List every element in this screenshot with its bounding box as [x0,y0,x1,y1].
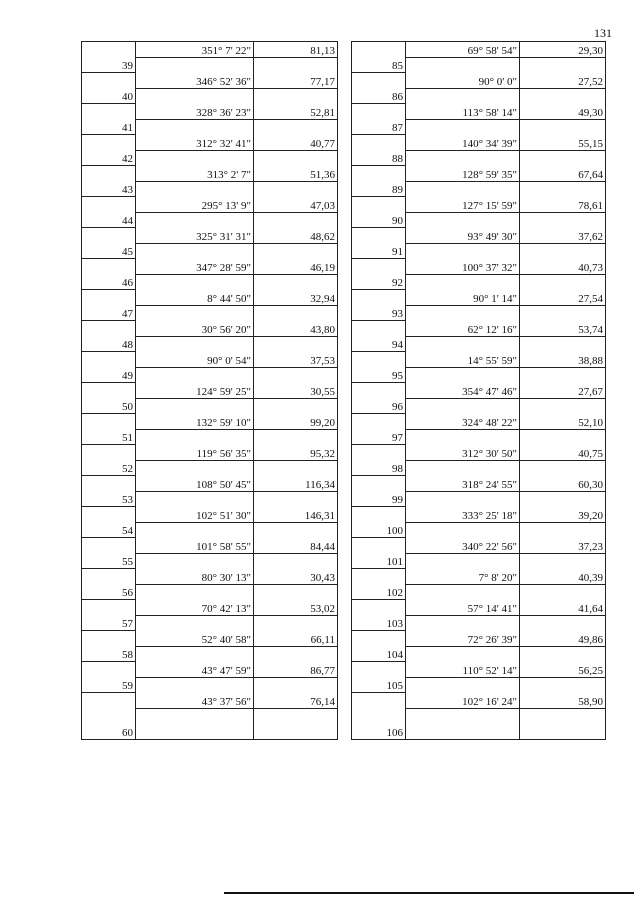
point-number: 104 [352,631,406,662]
point-number: 46 [82,259,136,290]
distance-value: 67,64 [520,150,606,181]
bearing-angle: 346° 52' 36" [136,57,254,88]
point-number: 40 [82,73,136,104]
point-number: 39 [82,42,136,73]
point-number: 95 [352,352,406,383]
bearing-angle: 119° 56' 35" [136,429,254,460]
bearing-angle: 90° 0' 0" [406,57,520,88]
page-number: 131 [594,26,612,40]
point-number: 54 [82,507,136,538]
point-number: 42 [82,135,136,166]
survey-table-left [81,41,338,740]
bearing-angle: 93° 49' 30" [406,212,520,243]
distance-value: 40,39 [520,553,606,584]
point-number: 60 [82,693,136,740]
bearing-angle: 318° 24' 55" [406,460,520,491]
distance-value: 55,15 [520,119,606,150]
point-number: 99 [352,476,406,507]
distance-value: 58,90 [520,677,606,708]
bearing-angle: 325° 31' 31" [136,212,254,243]
distance-value: 53,02 [254,584,338,615]
point-number: 90 [352,197,406,228]
distance-value: 48,62 [254,212,338,243]
distance-value: 39,20 [520,491,606,522]
distance-value: 86,77 [254,646,338,677]
point-number: 96 [352,383,406,414]
distance-value: 43,80 [254,305,338,336]
bearing-angle: 140° 34' 39" [406,119,520,150]
distance-value: 116,34 [254,460,338,491]
distance-value: 27,52 [520,57,606,88]
point-number: 88 [352,135,406,166]
distance-value: 37,23 [520,522,606,553]
distance-value: 40,75 [520,429,606,460]
distance-value: 32,94 [254,274,338,305]
bearing-angle: 124° 59' 25" [136,367,254,398]
point-number: 87 [352,104,406,135]
bearing-angle: 295° 13' 9" [136,181,254,212]
bearing-angle: 354° 47' 46" [406,367,520,398]
bearing-angle: 69° 58' 54" [406,42,520,58]
distance-value: 78,61 [520,181,606,212]
bearing-angle: 127° 15' 59" [406,181,520,212]
bearing-angle: 324° 48' 22" [406,398,520,429]
point-number: 103 [352,600,406,631]
bearing-angle: 113° 58' 14" [406,88,520,119]
distance-value: 29,30 [520,42,606,58]
distance-value: 49,86 [520,615,606,646]
bearing-angle: 62° 12' 16" [406,305,520,336]
bearing-angle: 312° 32' 41" [136,119,254,150]
bearing-angle: 72° 26' 39" [406,615,520,646]
empty-cell [520,708,606,739]
point-number: 91 [352,228,406,259]
distance-value: 49,30 [520,88,606,119]
point-number: 48 [82,321,136,352]
point-number: 59 [82,662,136,693]
empty-cell [136,708,254,739]
distance-value: 47,03 [254,181,338,212]
bearing-angle: 351° 7' 22" [136,42,254,58]
survey-table-right [351,41,606,740]
point-number: 92 [352,259,406,290]
point-number: 106 [352,693,406,740]
bearing-angle: 132° 59' 10" [136,398,254,429]
distance-value: 30,55 [254,367,338,398]
bearing-angle: 43° 37' 56" [136,677,254,708]
point-number: 100 [352,507,406,538]
bearing-angle: 90° 0' 54" [136,336,254,367]
point-number: 102 [352,569,406,600]
bearing-angle: 14° 55' 59" [406,336,520,367]
bearing-angle: 70° 42' 13" [136,584,254,615]
distance-value: 53,74 [520,305,606,336]
point-number: 105 [352,662,406,693]
point-number: 89 [352,166,406,197]
distance-value: 30,43 [254,553,338,584]
bearing-angle: 80° 30' 13" [136,553,254,584]
distance-value: 37,53 [254,336,338,367]
point-number: 50 [82,383,136,414]
bearing-angle: 57° 14' 41" [406,584,520,615]
distance-value: 77,17 [254,57,338,88]
bearing-angle: 340° 22' 56" [406,522,520,553]
distance-value: 27,54 [520,274,606,305]
point-number: 49 [82,352,136,383]
bearing-angle: 30° 56' 20" [136,305,254,336]
bearing-angle: 102° 16' 24" [406,677,520,708]
point-number: 56 [82,569,136,600]
distance-value: 41,64 [520,584,606,615]
empty-cell [406,708,520,739]
point-number: 93 [352,290,406,321]
distance-value: 81,13 [254,42,338,58]
point-number: 45 [82,228,136,259]
distance-value: 76,14 [254,677,338,708]
point-number: 55 [82,538,136,569]
bearing-angle: 347° 28' 59" [136,243,254,274]
point-number: 101 [352,538,406,569]
bearing-angle: 90° 1' 14" [406,274,520,305]
distance-value: 52,10 [520,398,606,429]
point-number: 58 [82,631,136,662]
bearing-angle: 100° 37' 32" [406,243,520,274]
point-number: 98 [352,445,406,476]
point-number: 86 [352,73,406,104]
distance-value: 84,44 [254,522,338,553]
distance-value: 56,25 [520,646,606,677]
bearing-angle: 8° 44' 50" [136,274,254,305]
point-number: 41 [82,104,136,135]
point-number: 52 [82,445,136,476]
distance-value: 95,32 [254,429,338,460]
point-number: 43 [82,166,136,197]
bearing-angle: 52° 40' 58" [136,615,254,646]
distance-value: 37,62 [520,212,606,243]
point-number: 51 [82,414,136,445]
bearing-angle: 108° 50' 45" [136,460,254,491]
point-number: 94 [352,321,406,352]
distance-value: 46,19 [254,243,338,274]
distance-value: 51,36 [254,150,338,181]
footer-rule [224,892,634,894]
bearing-angle: 43° 47' 59" [136,646,254,677]
distance-value: 38,88 [520,336,606,367]
point-number: 97 [352,414,406,445]
bearing-angle: 102° 51' 30" [136,491,254,522]
point-number: 44 [82,197,136,228]
point-number: 53 [82,476,136,507]
bearing-angle: 312° 30' 50" [406,429,520,460]
distance-value: 52,81 [254,88,338,119]
distance-value: 146,31 [254,491,338,522]
distance-value: 27,67 [520,367,606,398]
distance-value: 40,73 [520,243,606,274]
bearing-angle: 333° 25' 18" [406,491,520,522]
empty-cell [254,708,338,739]
point-number: 57 [82,600,136,631]
distance-value: 66,11 [254,615,338,646]
distance-value: 40,77 [254,119,338,150]
bearing-angle: 7° 8' 20" [406,553,520,584]
bearing-angle: 101° 58' 55" [136,522,254,553]
bearing-angle: 110° 52' 14" [406,646,520,677]
bearing-angle: 313° 2' 7" [136,150,254,181]
distance-value: 99,20 [254,398,338,429]
point-number: 47 [82,290,136,321]
point-number: 85 [352,42,406,73]
bearing-angle: 128° 59' 35" [406,150,520,181]
distance-value: 60,30 [520,460,606,491]
bearing-angle: 328° 36' 23" [136,88,254,119]
